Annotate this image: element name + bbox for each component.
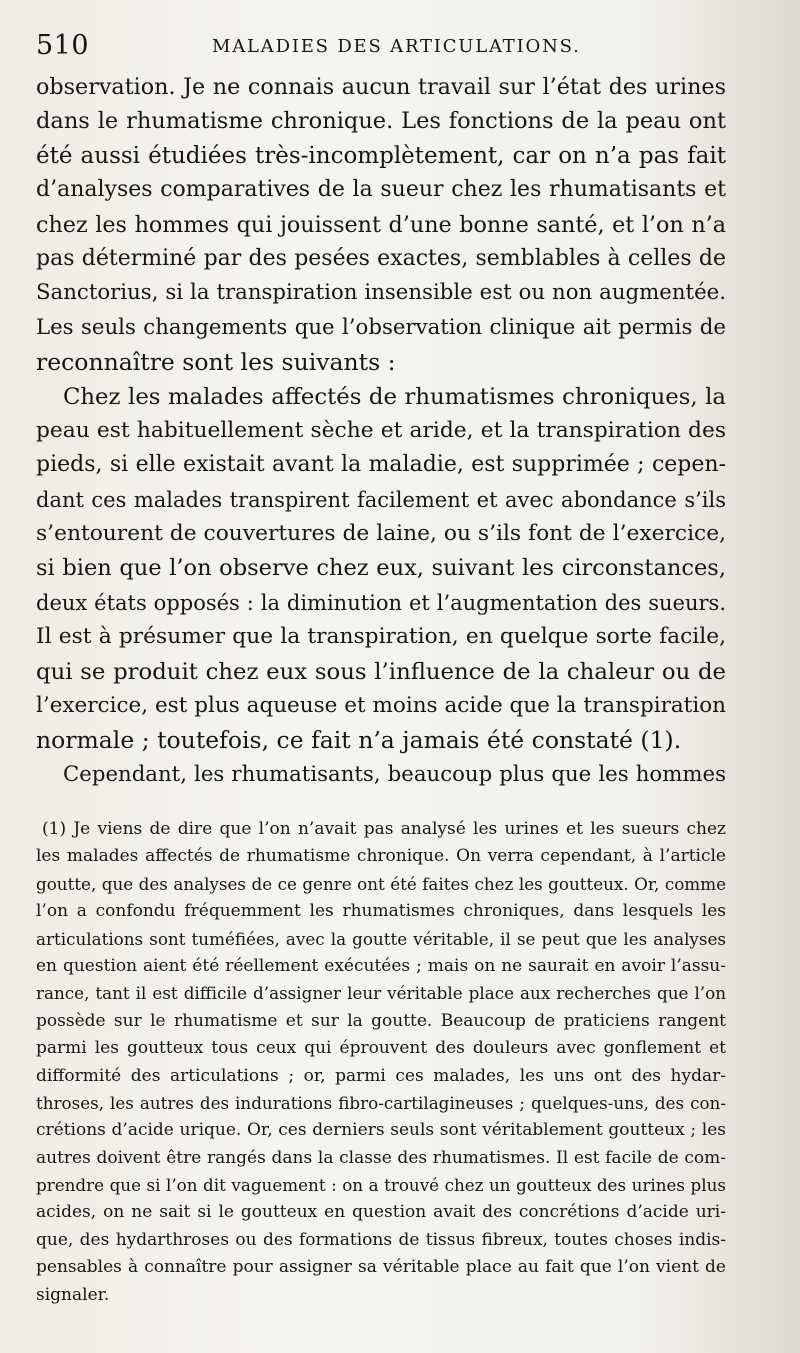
text-line: s’entourent de couvertures de laine, ou s’ils font de l’exercice, bbox=[36, 521, 726, 547]
footnote-line: difformité des articulations ; or, parmi ces malades, les uns ont des hydar- bbox=[36, 1065, 726, 1086]
footnote-line: rance, tant il est difficile d’assigner leur véritable place aux recherches que l’on bbox=[36, 983, 726, 1004]
footnote-line: throses, les autres des indurations fibro-cartilagineuses ; quelques-uns, des con- bbox=[36, 1092, 726, 1113]
text-line: Cependant, les rhumatisants, beaucoup plus que les hommes bbox=[63, 761, 726, 787]
text-line: été aussi étudiées très-incomplètement, car on n’a pas fait bbox=[36, 142, 726, 169]
text-line: dans le rhumatisme chronique. Les fonctions de la peau ont bbox=[36, 108, 726, 135]
footnote-line: pensables à connaître pour assigner sa véritable place au fait que l’on vient de bbox=[36, 1257, 726, 1278]
text-line: pieds, si elle existait avant la maladie, est supprimée ; cepen- bbox=[36, 452, 726, 478]
text-line: chez les hommes qui jouissent d’une bonne santé, et l’on n’a bbox=[36, 211, 726, 238]
text-line: Il est à présumer que la transpiration, en quelque sorte facile, bbox=[36, 624, 726, 650]
footnote bbox=[36, 816, 726, 1309]
text-line: l’exercice, est plus aqueuse et moins acide que la transpiration bbox=[36, 693, 726, 719]
footnote-line: prendre que si l’on dit vaguement : on a trouvé chez un goutteux des urines plus bbox=[36, 1175, 726, 1196]
footnote-line: (1) Je viens de dire que l’on n’avait pas analysé les urines et les sueurs chez bbox=[42, 819, 726, 839]
text-line: deux états opposés : la diminution et l’augmentation des sueurs. bbox=[36, 590, 726, 615]
text-line: observation. Je ne connais aucun travail sur l’état des urines bbox=[36, 74, 726, 100]
footnote-line: les malades affectés de rhumatisme chronique. On verra cependant, à l’article bbox=[36, 846, 726, 867]
page-number: 510 bbox=[36, 30, 90, 61]
text-line: Sanctorius, si la transpiration insensible est ou non augmentée. bbox=[36, 280, 726, 306]
text-line: peau est habituellement sèche et aride, et la transpiration des bbox=[36, 417, 726, 443]
footnote-line: que, des hydarthroses ou des formations de tissus fibreux, toutes choses indis- bbox=[36, 1229, 726, 1250]
footnote-line: acides, on ne sait si le goutteux en question avait des concrétions d’acide uri- bbox=[36, 1202, 726, 1223]
text-line: si bien que l’on observe chez eux, suivant les circonstances, bbox=[36, 555, 726, 582]
footnote-line: l’on a confondu fréquemment les rhumatismes chroniques, dans lesquels les bbox=[36, 901, 726, 922]
footnote-line: signaler. bbox=[36, 1284, 110, 1305]
running-head: MALADIES DES ARTICULATIONS. bbox=[212, 36, 581, 57]
main-text bbox=[36, 70, 726, 792]
text-line: qui se produit chez eux sous l’influence de la chaleur ou de bbox=[36, 658, 726, 685]
text-line: normale ; toutefois, ce fait n’a jamais été constaté (1). bbox=[36, 726, 682, 755]
footnote-line: autres doivent être rangés dans la classe des rhumatismes. Il est facile de com- bbox=[36, 1147, 726, 1168]
text-line: Chez les malades affectés de rhumatismes chroniques, la bbox=[63, 383, 726, 410]
footnote-line: articulations sont tuméfiées, avec la goutte véritable, il se peut que les analyses bbox=[36, 928, 726, 949]
text-line: Les seuls changements que l’observation clinique ait permis de bbox=[36, 314, 726, 340]
text-line: d’analyses comparatives de la sueur chez les rhumatisants et bbox=[36, 177, 726, 203]
footnote-line: possède sur le rhumatisme et sur la goutte. Beaucoup de praticiens rangent bbox=[36, 1010, 726, 1031]
text-line: reconnaître sont les suivants : bbox=[36, 348, 396, 377]
footnote-line: parmi les goutteux tous ceux qui éprouvent des douleurs avec gonflement et bbox=[36, 1038, 726, 1059]
footnote-line: crétions d’acide urique. Or, ces derniers seuls sont véritablement goutteux ; les bbox=[36, 1120, 726, 1141]
footnote-line: en question aient été réellement exécutées ; mais on ne saurait en avoir l’assu- bbox=[36, 955, 726, 976]
text-line: pas déterminé par des pesées exactes, semblables à celles de bbox=[36, 245, 726, 271]
page-header bbox=[36, 30, 726, 70]
text-line: dant ces malades transpirent facilement et avec abondance s’ils bbox=[36, 487, 726, 512]
footnote-line: goutte, que des analyses de ce genre ont été faites chez les goutteux. Or, comme bbox=[36, 873, 726, 894]
